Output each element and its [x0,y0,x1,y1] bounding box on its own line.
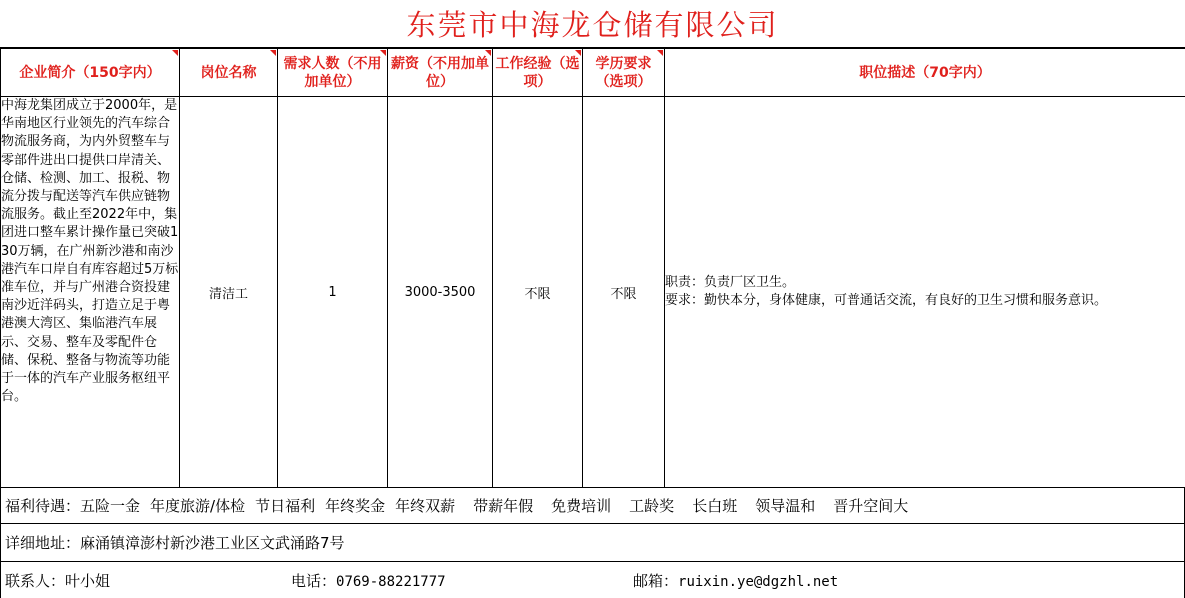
contact-person [5,570,110,591]
benefit-item: 年度旅游/体检 [150,497,246,515]
phone-value: 0769-88221777 [336,573,446,590]
email-label: 邮箱： [633,571,679,590]
duty-text: 职责：负责厂区卫生。 [665,275,796,290]
benefit-item: 年终双薪 [395,497,456,515]
header-headcount: 需求人数（不用加单位） [278,49,388,97]
salary-cell: 3000-3500 [388,97,493,488]
benefit-item: 长白班 [692,497,738,515]
benefit-item: 晋升空间大 [833,497,909,515]
benefits-row [0,488,1185,524]
benefits-label: 福利待遇： [5,497,81,515]
header-position: 岗位名称 [180,49,278,97]
experience-cell: 不限 [493,97,583,488]
header-intro: 企业简介（150字内） [1,49,180,97]
benefit-item: 节日福利 [255,497,316,515]
description-cell [665,97,1185,488]
header-education: 学历要求（选项） [583,49,665,97]
benefit-item: 免费培训 [551,497,612,515]
education-cell: 不限 [583,97,665,488]
comment-marker-icon [485,50,491,56]
header-row [1,49,1185,97]
header-salary: 薪资（不用加单位） [388,49,493,97]
benefit-item: 带薪年假 [473,497,534,515]
comment-marker-icon [657,50,663,56]
address-label: 详细地址： [5,534,81,552]
job-table [0,48,1185,488]
contact-person-value: 叶小姐 [65,571,111,590]
benefit-item: 工龄奖 [629,497,675,515]
contact-phone [291,570,446,591]
contact-person-label: 联系人： [5,571,66,590]
company-intro-cell: 中海龙集团成立于2000年，是华南地区行业领先的汽车综合物流服务商，为内外贸整车与零部件进出口提供口岸清关、仓储、检测、加工、报税、物流分拨与配送等汽车供应链物流服务。截止至2022年中，集团进口整车累计操作量已突破130万辆，在广州新沙港和南沙港汽车口岸自有库容超过5万标准车位，并与广州港合资投建南沙近洋码头，打造立足于粤港澳大湾区、集临港汽车展示、交易、整车及零配件仓储、保税、整备与物流等功能于一体的汽车产业服务枢纽平台。 [1,97,180,488]
comment-marker-icon [575,50,581,56]
email-value: ruixin.ye@dgzhl.net [678,573,839,590]
header-experience: 工作经验（选项） [493,49,583,97]
comment-marker-icon [172,50,178,56]
comment-marker-icon [270,50,276,56]
address-value: 麻涌镇漳澎村新沙港工业区文武涌路7号 [80,534,345,552]
benefit-item: 五险一金 [80,497,141,515]
benefit-item: 领导温和 [755,497,816,515]
headcount-cell: 1 [278,97,388,488]
job-row [1,97,1185,488]
comment-marker-icon [380,50,386,56]
header-description: 职位描述（70字内） [665,49,1185,97]
company-title: 东莞市中海龙仓储有限公司 [0,0,1185,48]
phone-label: 电话： [291,571,337,590]
address-row [0,524,1185,562]
benefit-item: 年终奖金 [325,497,386,515]
contact-row [0,562,1185,598]
requirement-text: 要求：勤快本分，身体健康，可普通话交流，有良好的卫生习惯和服务意识。 [665,293,1108,308]
contact-email [633,570,838,591]
position-cell: 清洁工 [180,97,278,488]
